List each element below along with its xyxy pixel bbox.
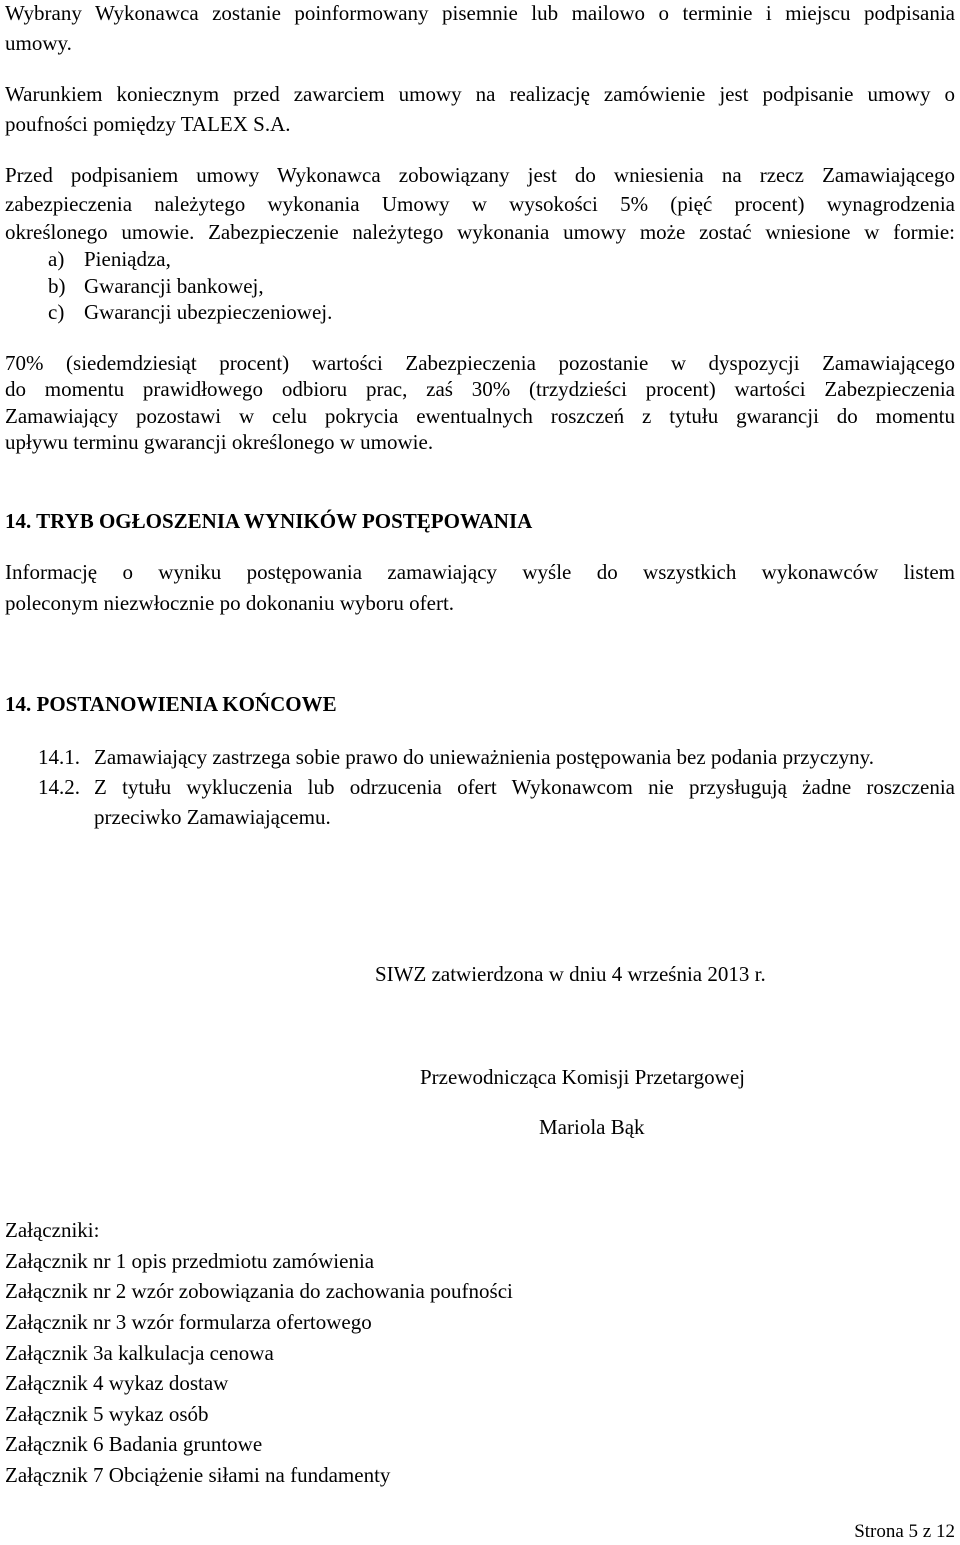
approval-name: Mariola Bąk — [539, 1115, 645, 1139]
list-marker: b) — [48, 274, 66, 298]
provision-number: 14.1. — [38, 745, 80, 769]
section-heading-results: 14. TRYB OGŁOSZENIA WYNIKÓW POSTĘPOWANIA — [5, 509, 533, 533]
section-heading-final: 14. POSTANOWIENIA KOŃCOWE — [5, 692, 337, 716]
approval-date: SIWZ zatwierdzona w dniu 4 września 2013 r. — [375, 962, 766, 986]
paragraph-notification-line1: Wybrany Wykonawca zostanie poinformowany pisemnie lub mailowo o terminie i miejscu podpisania — [5, 1, 955, 25]
provision-item — [38, 742, 955, 772]
attachment-item: Załącznik 5 wykaz osób — [5, 1402, 209, 1426]
paragraph-security-line3: określonego umowie. Zabezpieczenie należytego wykonania umowy może zostać wniesione w formie: — [5, 220, 955, 244]
page-number: Strona 5 z 12 — [854, 1521, 955, 1542]
list-item — [48, 244, 171, 274]
attachment-item: Załącznik 6 Badania gruntowe — [5, 1432, 263, 1456]
paragraph-retention-line4: upływu terminu gwarancji określonego w umowie. — [5, 430, 434, 454]
provision-text: Z tytułu wykluczenia lub odrzucenia ofert Wykonawcom nie przysługują żadne roszczenia — [94, 775, 955, 799]
attachment-item: Załącznik nr 1 opis przedmiotu zamówienia — [5, 1249, 375, 1273]
paragraph-notification-line2: umowy. — [5, 31, 72, 55]
section-results-line1: Informację o wyniku postępowania zamawiający wyśle do wszystkich wykonawców listem — [5, 560, 955, 584]
paragraph-retention-line3: Zamawiający pozostawi w celu pokrycia ewentualnych roszczeń z tytułu gwarancji do momentu — [5, 404, 955, 428]
section-results-line2: poleconym niezwłocznie po dokonaniu wyboru ofert. — [5, 591, 455, 615]
paragraph-retention-line2: do momentu prawidłowego odbioru prac, zaś 30% (trzydzieści procent) wartości Zabezpieczenia — [5, 377, 955, 401]
paragraph-security-line1: Przed podpisaniem umowy Wykonawca zobowiązany jest do wniesienia na rzecz Zamawiającego — [5, 163, 955, 187]
attachment-item: Załącznik 7 Obciążenie siłami na fundamenty — [5, 1463, 391, 1487]
attachment-item: Załącznik 4 wykaz dostaw — [5, 1371, 229, 1395]
paragraph-confidentiality-line1: Warunkiem koniecznym przed zawarciem umowy na realizację zamówienie jest podpisanie umowy o — [5, 82, 955, 106]
provision-text: Zamawiający zastrzega sobie prawo do unieważnienia postępowania bez podania przyczyny. — [94, 745, 874, 769]
attachment-item: Załącznik nr 3 wzór formularza ofertowego — [5, 1310, 372, 1334]
list-marker: a) — [48, 247, 65, 271]
approval-role: Przewodnicząca Komisji Przetargowej — [420, 1065, 745, 1089]
list-text: Pieniądza, — [84, 247, 171, 271]
provision-item — [38, 772, 955, 832]
attachment-item: Załącznik nr 2 wzór zobowiązania do zachowania poufności — [5, 1279, 513, 1303]
paragraph-retention-line1: 70% (siedemdziesiąt procent) wartości Zabezpieczenia pozostanie w dyspozycji Zamawiającego — [5, 351, 955, 375]
list-marker: c) — [48, 300, 65, 324]
provision-text-continued: przeciwko Zamawiającemu. — [94, 805, 331, 829]
list-item — [48, 297, 332, 327]
attachment-item: Załącznik 3a kalkulacja cenowa — [5, 1341, 274, 1365]
provision-number: 14.2. — [38, 775, 80, 799]
paragraph-security-line2: zabezpieczenia należytego wykonania Umowy w wysokości 5% (pięć procent) wynagrodzenia — [5, 192, 955, 216]
paragraph-confidentiality-line2: poufności pomiędzy TALEX S.A. — [5, 112, 291, 136]
attachments-title: Załączniki: — [5, 1218, 100, 1242]
list-text: Gwarancji ubezpieczeniowej. — [84, 300, 333, 324]
list-text: Gwarancji bankowej, — [84, 274, 264, 298]
